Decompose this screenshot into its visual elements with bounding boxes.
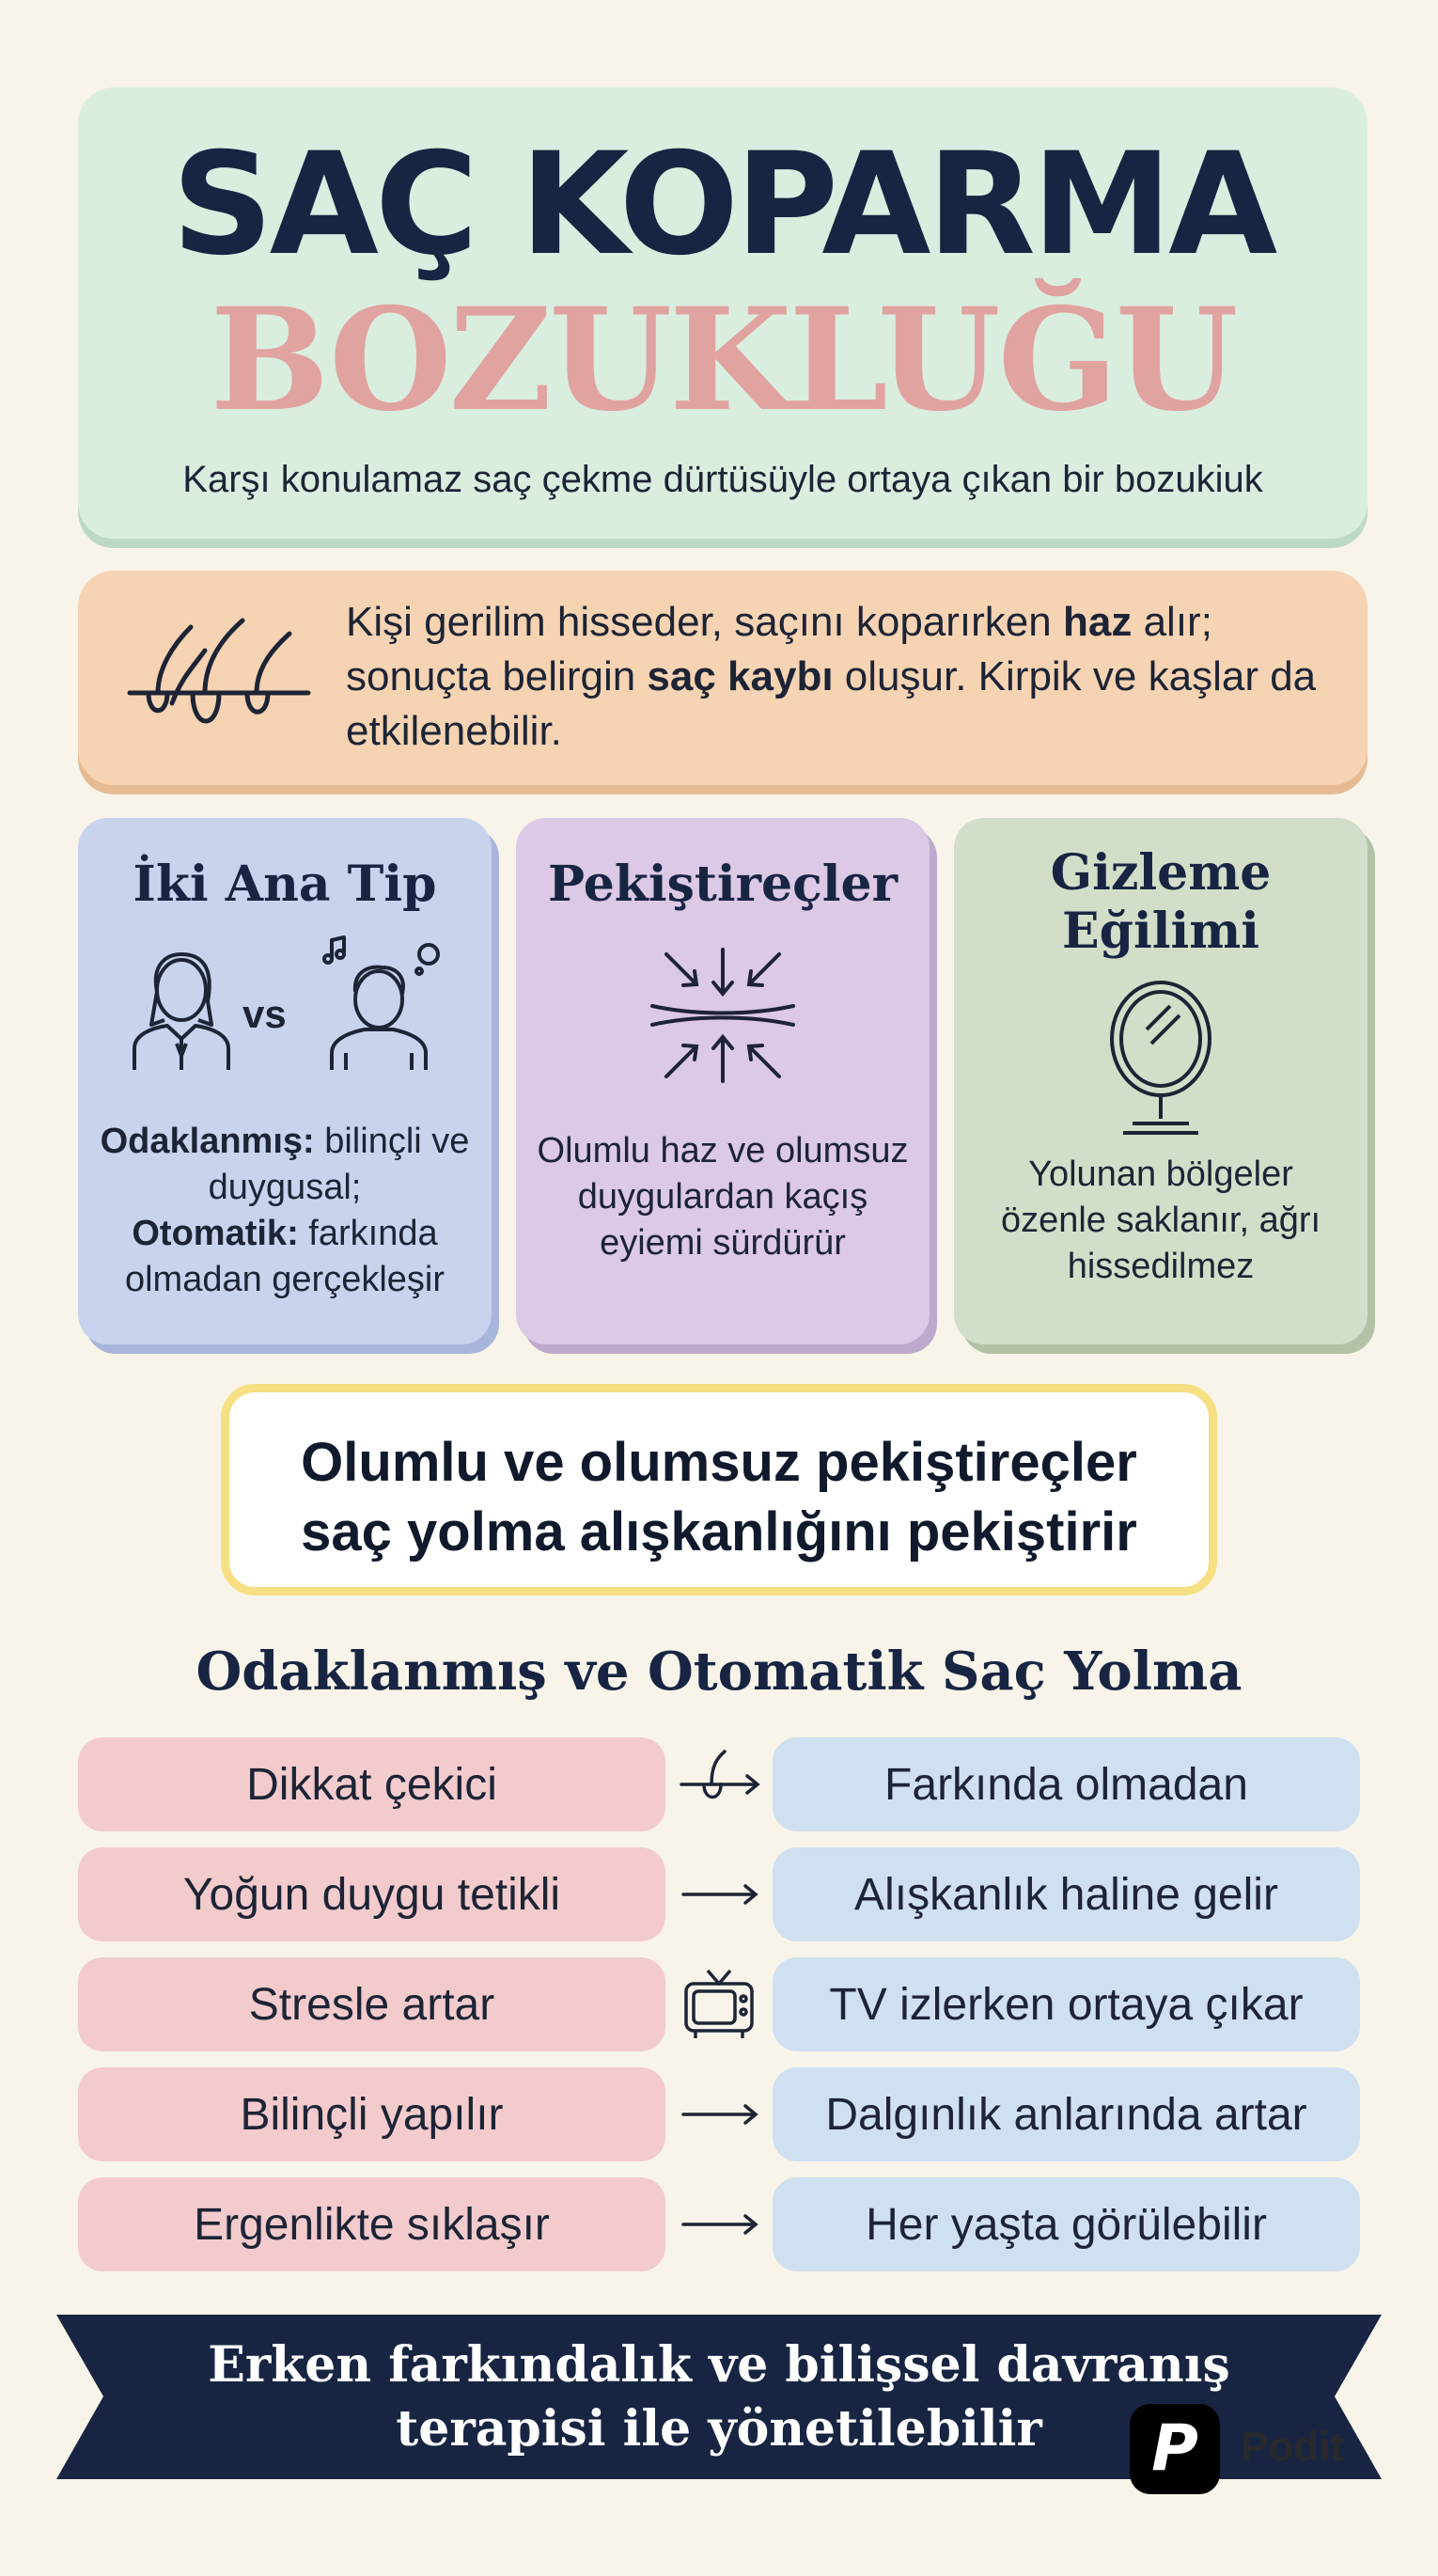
highlight-box xyxy=(221,1384,1217,1595)
arrow-right-icon xyxy=(672,1847,766,1941)
row-right-pill: Dalgınlık anlarında artar xyxy=(773,2067,1360,2161)
arrow-right-icon xyxy=(672,2067,766,2161)
row-right-pill: Farkında olmadan xyxy=(773,1737,1360,1831)
card-reinforcers xyxy=(516,818,930,1344)
page-title-secondary: BOZUKLUĞU xyxy=(210,277,1236,443)
brand-name: Podit xyxy=(1241,2424,1344,2470)
page-subtitle: Karşı konulamaz saç çekme dürtüsüyle ortaya çıkan bir bozukiuk xyxy=(182,459,1263,500)
card-title: İki Ana Tip xyxy=(133,856,437,913)
mirror-icon xyxy=(1100,978,1222,1138)
description-card xyxy=(78,571,1368,785)
row-left-pill: Yoğun duygu tetikli xyxy=(78,1847,665,1941)
hair-arrow-icon xyxy=(672,1737,766,1831)
row-left-pill: Stresle artar xyxy=(78,1957,665,2051)
banner-text: Erken farkındalık ve bilişsel davranış terapisi ile yönetilebilir xyxy=(208,2336,1230,2458)
card-title: Pekiştireçler xyxy=(548,856,898,913)
brand-logo-letter: P xyxy=(1151,2411,1198,2486)
comparison-heading: Odaklanmış ve Otomatik Saç Yolma xyxy=(195,1641,1243,1703)
row-right-pill: TV izlerken ortaya çıkar xyxy=(773,1957,1360,2051)
highlight-text: Olumlu ve olumsuz pekiştireçler saç yolma alışkanlığını pekiştirir xyxy=(301,1432,1137,1563)
brand-logo xyxy=(1130,2404,1220,2494)
woman-icon xyxy=(125,945,238,1072)
card-two-types xyxy=(78,818,492,1344)
row-right-pill: Alışkanlık haline gelir xyxy=(773,1847,1360,1941)
page-title: SAÇ KOPARMA xyxy=(171,123,1274,287)
card-title: Gizleme Eğilimi xyxy=(1050,844,1272,960)
compression-arrows-icon xyxy=(648,940,798,1091)
hair-follicles-icon xyxy=(125,613,313,754)
tv-icon xyxy=(672,1957,766,2051)
row-left-pill: Dikkat çekici xyxy=(78,1737,665,1831)
vs-label: vs xyxy=(242,992,287,1036)
card-body: Odaklanmış: bilinçli ve duygusal; Otomatik: farkında olmadan gerçekleşir xyxy=(100,1122,470,1299)
row-left-pill: Bilinçli yapılır xyxy=(78,2067,665,2161)
man-thinking-icon xyxy=(318,935,449,1072)
description-text: Kişi gerilim hisseder, saçını koparırken haz alır; sonuçta belirgin saç kaybı oluşur. Kirpik ve kaşlar da etkilenebilir. xyxy=(346,599,1317,754)
card-body: Olumlu haz ve olumsuz duygulardan kaçış eyiemi sürdürür xyxy=(537,1131,909,1263)
card-body: Yolunan bölgeler özenle saklanır, ağrı hissedilmez xyxy=(1000,1154,1321,1286)
row-right-pill: Her yaşta görülebilir xyxy=(773,2177,1360,2271)
card-hiding xyxy=(954,818,1368,1344)
row-left-pill: Ergenlikte sıklaşır xyxy=(78,2177,665,2271)
arrow-right-icon xyxy=(672,2177,766,2271)
title-card xyxy=(78,87,1368,539)
